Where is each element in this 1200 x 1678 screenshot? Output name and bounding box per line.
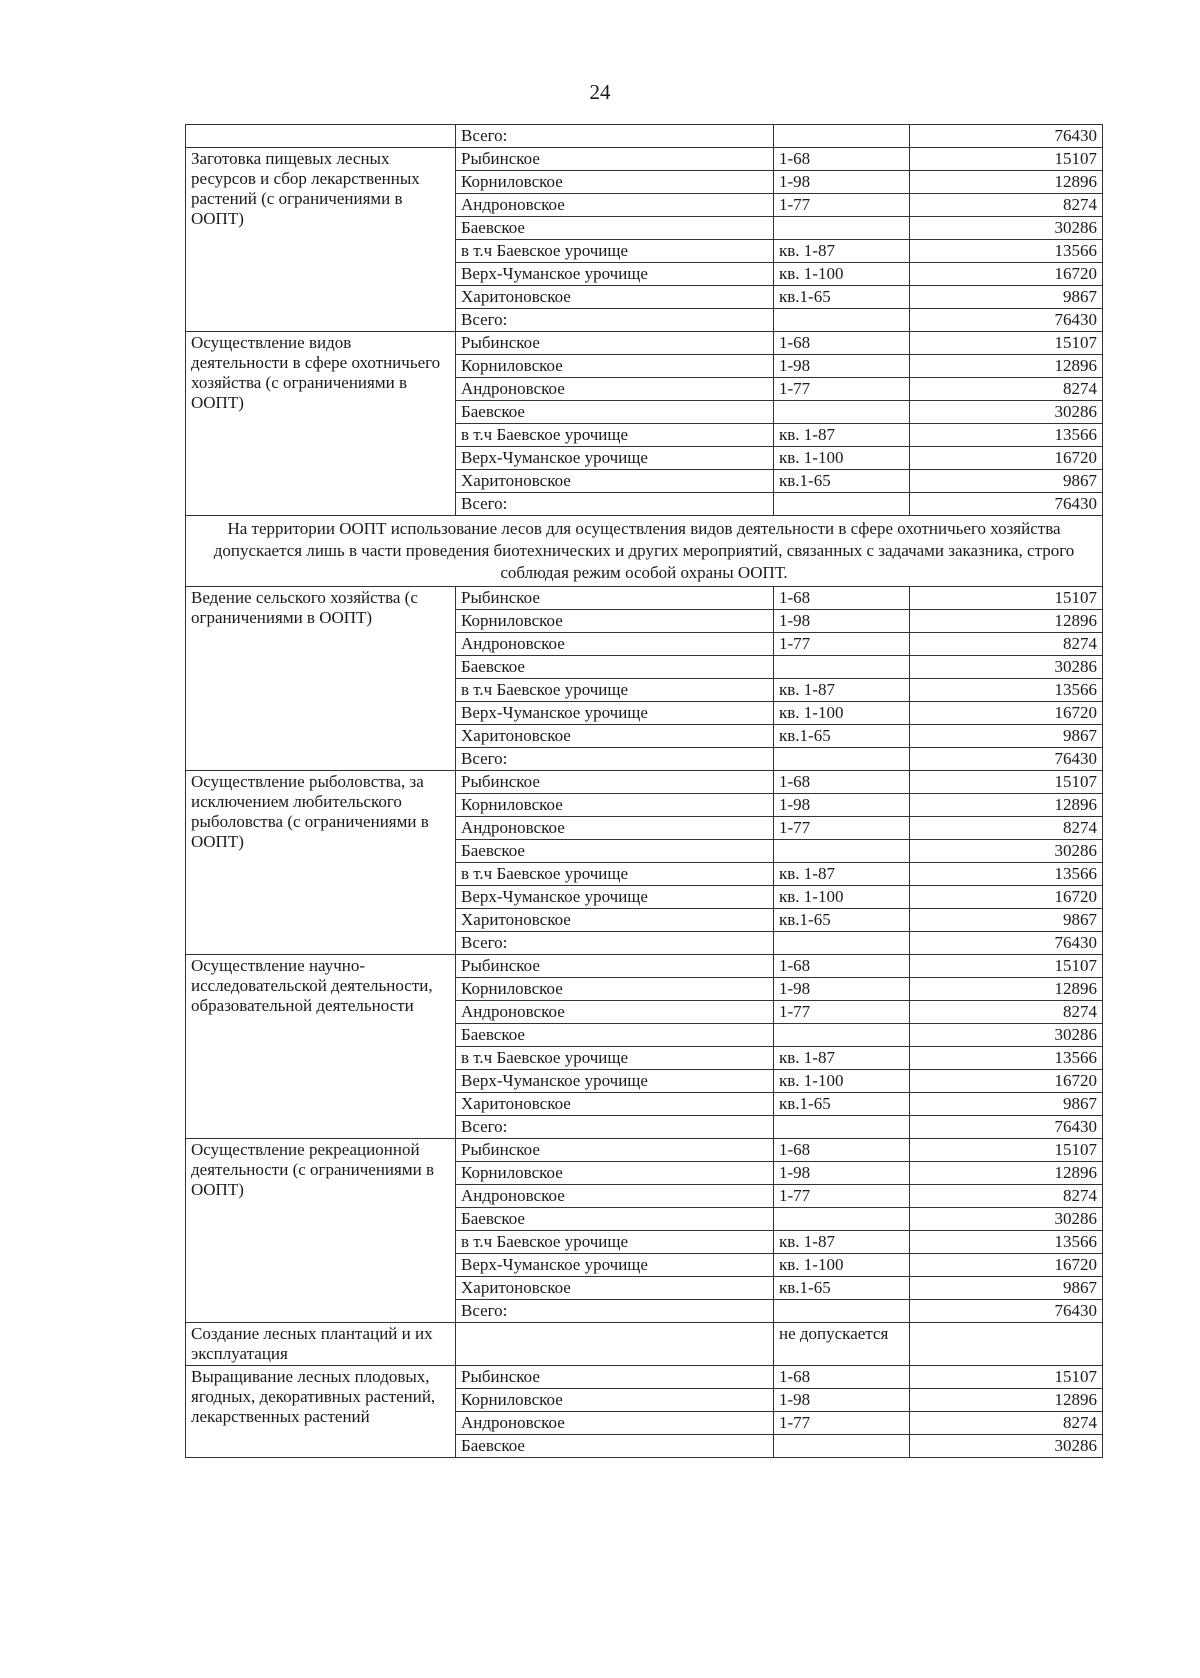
area-cell: Харитоновское	[456, 909, 774, 932]
quarters-cell: кв.1-65	[774, 1093, 910, 1116]
area-cell: Всего:	[456, 1116, 774, 1139]
area-cell: в т.ч Баевское урочище	[456, 424, 774, 447]
quarters-cell: 1-77	[774, 378, 910, 401]
value-cell: 9867	[910, 286, 1103, 309]
table-row	[186, 955, 1103, 978]
quarters-cell: кв. 1-87	[774, 863, 910, 886]
value-cell: 12896	[910, 1389, 1103, 1412]
area-cell: в т.ч Баевское урочище	[456, 679, 774, 702]
quarters-cell: кв.1-65	[774, 909, 910, 932]
area-cell: Баевское	[456, 1435, 774, 1458]
quarters-cell: 1-68	[774, 148, 910, 171]
value-cell: 13566	[910, 863, 1103, 886]
area-cell: Верх-Чуманское урочище	[456, 886, 774, 909]
area-cell: Андроновское	[456, 1185, 774, 1208]
area-cell: Верх-Чуманское урочище	[456, 1070, 774, 1093]
area-cell: Корниловское	[456, 794, 774, 817]
activity-cell: Создание лесных плантаций и их эксплуатация	[186, 1323, 456, 1366]
activity-cell	[186, 125, 456, 148]
quarters-cell	[774, 401, 910, 424]
quarters-cell: кв. 1-87	[774, 679, 910, 702]
quarters-cell: 1-77	[774, 1412, 910, 1435]
quarters-cell: кв.1-65	[774, 725, 910, 748]
area-cell: Рыбинское	[456, 955, 774, 978]
quarters-cell: кв. 1-100	[774, 263, 910, 286]
quarters-cell: 1-98	[774, 355, 910, 378]
quarters-cell	[774, 125, 910, 148]
quarters-cell: 1-68	[774, 1139, 910, 1162]
area-cell: Харитоновское	[456, 470, 774, 493]
quarters-cell	[774, 1116, 910, 1139]
quarters-cell: 1-68	[774, 587, 910, 610]
value-cell: 15107	[910, 148, 1103, 171]
value-cell: 76430	[910, 1116, 1103, 1139]
activity-cell: Выращивание лесных плодовых, ягодных, декоративных растений, лекарственных растений	[186, 1366, 456, 1458]
quarters-cell: 1-98	[774, 1162, 910, 1185]
area-cell: Баевское	[456, 1024, 774, 1047]
value-cell: 12896	[910, 610, 1103, 633]
area-cell: Рыбинское	[456, 1139, 774, 1162]
quarters-cell: 1-98	[774, 610, 910, 633]
value-cell: 9867	[910, 909, 1103, 932]
value-cell: 12896	[910, 355, 1103, 378]
value-cell: 9867	[910, 1093, 1103, 1116]
table-row	[186, 1323, 1103, 1366]
area-cell: в т.ч Баевское урочище	[456, 1231, 774, 1254]
table-row	[186, 125, 1103, 148]
quarters-cell: кв. 1-100	[774, 447, 910, 470]
area-cell: Баевское	[456, 401, 774, 424]
quarters-cell: кв. 1-87	[774, 1231, 910, 1254]
value-cell: 15107	[910, 955, 1103, 978]
area-cell: Корниловское	[456, 355, 774, 378]
area-cell: Баевское	[456, 656, 774, 679]
quarters-cell: 1-98	[774, 794, 910, 817]
value-cell: 12896	[910, 171, 1103, 194]
quarters-cell: кв. 1-100	[774, 702, 910, 725]
value-cell: 8274	[910, 633, 1103, 656]
quarters-cell	[774, 748, 910, 771]
quarters-cell: кв.1-65	[774, 286, 910, 309]
quarters-cell: кв. 1-100	[774, 1254, 910, 1277]
quarters-cell: 1-68	[774, 1366, 910, 1389]
area-cell: Рыбинское	[456, 771, 774, 794]
area-cell: Рыбинское	[456, 1366, 774, 1389]
table-row	[186, 771, 1103, 794]
note-row	[186, 516, 1103, 587]
quarters-cell: 1-77	[774, 1185, 910, 1208]
value-cell: 30286	[910, 840, 1103, 863]
value-cell: 76430	[910, 1300, 1103, 1323]
value-cell: 8274	[910, 1185, 1103, 1208]
area-cell: Корниловское	[456, 1389, 774, 1412]
area-cell: Харитоновское	[456, 1093, 774, 1116]
area-cell: Верх-Чуманское урочище	[456, 1254, 774, 1277]
area-cell: Верх-Чуманское урочище	[456, 447, 774, 470]
quarters-cell: 1-77	[774, 633, 910, 656]
area-cell: Рыбинское	[456, 587, 774, 610]
area-cell: Всего:	[456, 309, 774, 332]
value-cell: 76430	[910, 125, 1103, 148]
value-cell: 9867	[910, 1277, 1103, 1300]
value-cell: 9867	[910, 470, 1103, 493]
quarters-cell: кв. 1-100	[774, 1070, 910, 1093]
quarters-cell: не допускается	[774, 1323, 910, 1366]
quarters-cell	[774, 217, 910, 240]
table-row	[186, 587, 1103, 610]
quarters-cell: 1-98	[774, 1389, 910, 1412]
quarters-cell	[774, 840, 910, 863]
quarters-cell: кв.1-65	[774, 470, 910, 493]
area-cell: Харитоновское	[456, 1277, 774, 1300]
value-cell: 12896	[910, 1162, 1103, 1185]
area-cell: Верх-Чуманское урочище	[456, 702, 774, 725]
quarters-cell	[774, 1208, 910, 1231]
area-cell: Харитоновское	[456, 725, 774, 748]
activity-cell: Осуществление видов деятельности в сфере охотничьего хозяйства (с ограничениями в ООПТ)	[186, 332, 456, 516]
value-cell	[910, 1323, 1103, 1366]
quarters-cell: 1-68	[774, 332, 910, 355]
area-cell: Андроновское	[456, 817, 774, 840]
area-cell: Всего:	[456, 493, 774, 516]
value-cell: 8274	[910, 1001, 1103, 1024]
quarters-cell: 1-98	[774, 171, 910, 194]
area-cell	[456, 1323, 774, 1366]
area-cell: Всего:	[456, 748, 774, 771]
value-cell: 15107	[910, 1366, 1103, 1389]
note-text: На территории ООПТ использование лесов для осуществления видов деятельности в сфере охотничьего хозяйства допускается лишь в части проведения биотехнических и других мероприятий, связанных с задачами заказника, строго соблюдая режим особой охраны ООПТ.	[186, 516, 1103, 587]
value-cell: 16720	[910, 1070, 1103, 1093]
quarters-cell	[774, 1024, 910, 1047]
value-cell: 15107	[910, 332, 1103, 355]
quarters-cell: 1-77	[774, 1001, 910, 1024]
value-cell: 13566	[910, 679, 1103, 702]
area-cell: Рыбинское	[456, 148, 774, 171]
value-cell: 8274	[910, 1412, 1103, 1435]
quarters-cell	[774, 493, 910, 516]
quarters-cell: 1-77	[774, 194, 910, 217]
value-cell: 30286	[910, 1435, 1103, 1458]
value-cell: 16720	[910, 886, 1103, 909]
quarters-cell	[774, 656, 910, 679]
value-cell: 12896	[910, 978, 1103, 1001]
area-cell: Всего:	[456, 125, 774, 148]
area-cell: Корниловское	[456, 171, 774, 194]
quarters-cell: 1-68	[774, 771, 910, 794]
quarters-cell: кв. 1-87	[774, 240, 910, 263]
area-cell: в т.ч Баевское урочище	[456, 1047, 774, 1070]
quarters-cell	[774, 1300, 910, 1323]
page-number: 24	[589, 80, 611, 104]
value-cell: 13566	[910, 240, 1103, 263]
area-cell: Харитоновское	[456, 286, 774, 309]
value-cell: 15107	[910, 587, 1103, 610]
value-cell: 13566	[910, 1231, 1103, 1254]
area-cell: Андроновское	[456, 1412, 774, 1435]
value-cell: 8274	[910, 194, 1103, 217]
area-cell: Андроновское	[456, 194, 774, 217]
area-cell: Баевское	[456, 1208, 774, 1231]
area-cell: в т.ч Баевское урочище	[456, 240, 774, 263]
value-cell: 30286	[910, 1024, 1103, 1047]
area-cell: в т.ч Баевское урочище	[456, 863, 774, 886]
area-cell: Андроновское	[456, 1001, 774, 1024]
area-cell: Андроновское	[456, 378, 774, 401]
quarters-cell: 1-98	[774, 978, 910, 1001]
value-cell: 30286	[910, 1208, 1103, 1231]
area-cell: Рыбинское	[456, 332, 774, 355]
value-cell: 13566	[910, 1047, 1103, 1070]
value-cell: 8274	[910, 378, 1103, 401]
value-cell: 12896	[910, 794, 1103, 817]
value-cell: 30286	[910, 217, 1103, 240]
value-cell: 30286	[910, 656, 1103, 679]
table-row	[186, 148, 1103, 171]
value-cell: 13566	[910, 424, 1103, 447]
quarters-cell: 1-68	[774, 955, 910, 978]
quarters-cell: кв. 1-100	[774, 886, 910, 909]
activity-cell: Ведение сельского хозяйства (с ограничениями в ООПТ)	[186, 587, 456, 771]
area-cell: Корниловское	[456, 610, 774, 633]
table-row	[186, 1366, 1103, 1389]
area-cell: Верх-Чуманское урочище	[456, 263, 774, 286]
value-cell: 76430	[910, 309, 1103, 332]
area-cell: Андроновское	[456, 633, 774, 656]
value-cell: 16720	[910, 702, 1103, 725]
value-cell: 16720	[910, 1254, 1103, 1277]
activity-cell: Осуществление научно-исследовательской деятельности, образовательной деятельности	[186, 955, 456, 1139]
value-cell: 76430	[910, 932, 1103, 955]
table-row	[186, 1139, 1103, 1162]
table-row	[186, 332, 1103, 355]
area-cell: Всего:	[456, 1300, 774, 1323]
activity-cell: Осуществление рыболовства, за исключением любительского рыболовства (с ограничениями в ООПТ)	[186, 771, 456, 955]
area-cell: Баевское	[456, 840, 774, 863]
quarters-cell	[774, 1435, 910, 1458]
activity-cell: Заготовка пищевых лесных ресурсов и сбор лекарственных растений (с ограничениями в ООПТ)	[186, 148, 456, 332]
value-cell: 8274	[910, 817, 1103, 840]
area-cell: Баевское	[456, 217, 774, 240]
value-cell: 76430	[910, 493, 1103, 516]
quarters-cell: 1-77	[774, 817, 910, 840]
value-cell: 15107	[910, 771, 1103, 794]
quarters-cell	[774, 932, 910, 955]
quarters-cell: кв.1-65	[774, 1277, 910, 1300]
value-cell: 9867	[910, 725, 1103, 748]
value-cell: 16720	[910, 263, 1103, 286]
area-cell: Корниловское	[456, 1162, 774, 1185]
quarters-cell	[774, 309, 910, 332]
quarters-cell: кв. 1-87	[774, 424, 910, 447]
value-cell: 30286	[910, 401, 1103, 424]
value-cell: 76430	[910, 748, 1103, 771]
value-cell: 16720	[910, 447, 1103, 470]
activity-cell: Осуществление рекреационной деятельности (с ограничениями в ООПТ)	[186, 1139, 456, 1323]
forest-use-table	[185, 124, 1103, 1458]
area-cell: Корниловское	[456, 978, 774, 1001]
area-cell: Всего:	[456, 932, 774, 955]
value-cell: 15107	[910, 1139, 1103, 1162]
quarters-cell: кв. 1-87	[774, 1047, 910, 1070]
